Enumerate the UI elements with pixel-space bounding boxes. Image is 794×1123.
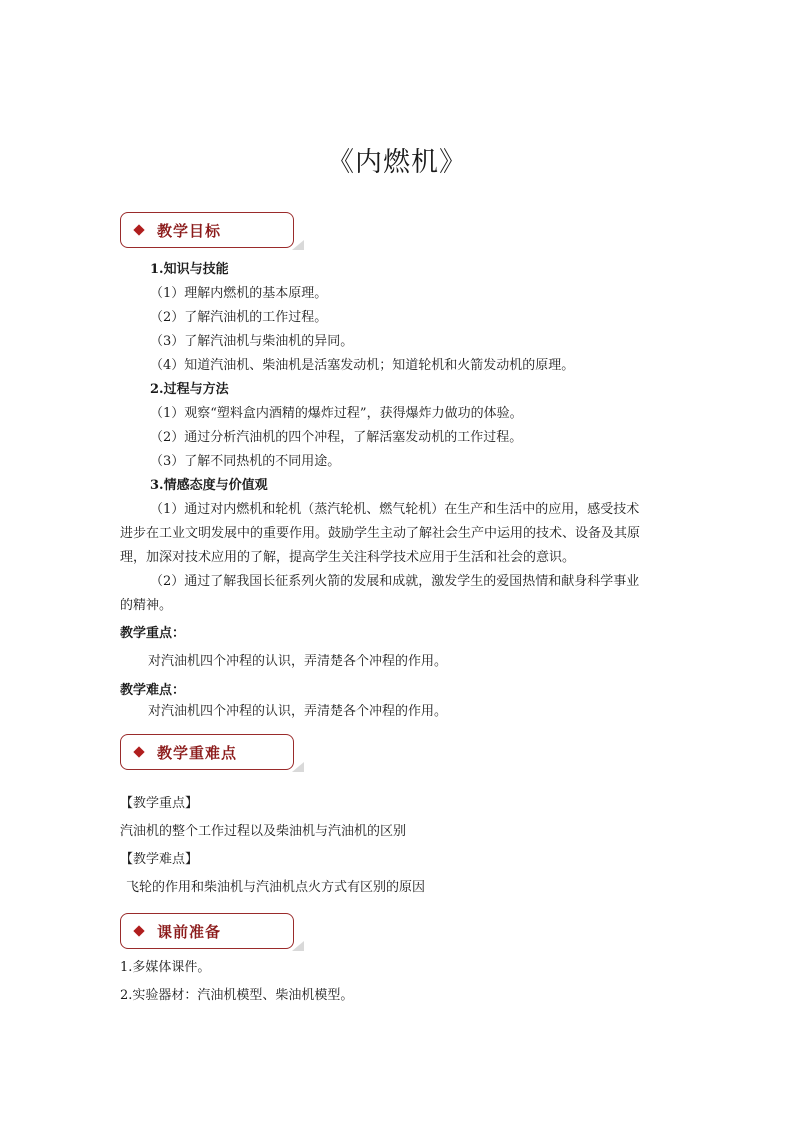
list-item: 2.实验器材：汽油机模型、柴油机模型。: [120, 988, 354, 1003]
difficulty-label: 教学难点：: [120, 683, 186, 698]
list-item: （3）了解不同热机的不同用途。: [150, 454, 341, 469]
list-item: （3）了解汽油机与柴油机的异同。: [150, 334, 354, 349]
key-label: 教学重点：: [120, 626, 186, 641]
list-item: （2）了解汽油机的工作过程。: [150, 310, 328, 325]
emotion-heading: 3.情感态度与价值观: [150, 478, 268, 493]
list-item: 1.多媒体课件。: [120, 960, 211, 975]
diamond-icon: [133, 925, 144, 936]
paragraph-line: 理，加深对技术应用的了解，提高学生关注科学技术应用于生活和社会的意识。: [120, 550, 576, 565]
section-title: 教学目标: [157, 221, 222, 240]
section-title: 课前准备: [157, 922, 222, 941]
section-title: 教学重难点: [157, 743, 238, 762]
section-header-key-points: [120, 734, 294, 770]
section-header-preparation: [120, 913, 294, 949]
knowledge-heading: 1.知识与技能: [150, 262, 229, 277]
page-title: 《内燃机》: [327, 147, 467, 178]
list-item: （1）理解内燃机的基本原理。: [150, 286, 328, 301]
paragraph-line: （2）通过了解我国长征系列火箭的发展和成就，激发学生的爱国热情和献身科学事业: [150, 574, 640, 589]
paragraph-line: 进步在工业文明发展中的重要作用。鼓励学生主动了解社会生产中运用的技术、设备及其原: [120, 526, 641, 541]
paragraph-line: （1）通过对内燃机和轮机（蒸汽轮机、燃气轮机）在生产和生活中的应用，感受技术: [150, 502, 640, 517]
difficulty-text: 对汽油机四个冲程的认识，弄清楚各个冲程的作用。: [148, 704, 448, 719]
section-header-objectives: [120, 212, 294, 248]
paragraph-line: 的精神。: [120, 598, 173, 613]
list-item: （4）知道汽油机、柴油机是活塞发动机；知道轮机和火箭发动机的原理。: [150, 358, 575, 373]
diamond-icon: [133, 224, 144, 235]
difficulty-label: 【教学难点】: [120, 852, 199, 867]
key-label: 【教学重点】: [120, 796, 199, 811]
key-text: 对汽油机四个冲程的认识，弄清楚各个冲程的作用。: [148, 654, 448, 669]
list-item: （2）通过分析汽油机的四个冲程，了解活塞发动机的工作过程。: [150, 430, 523, 445]
list-item: （1）观察“塑料盒内酒精的爆炸过程”，获得爆炸力做功的体验。: [150, 406, 523, 421]
difficulty-text: 飞轮的作用和柴油机与汽油机点火方式有区别的原因: [126, 880, 426, 895]
process-heading: 2.过程与方法: [150, 382, 229, 397]
diamond-icon: [133, 746, 144, 757]
key-text: 汽油机的整个工作过程以及柴油机与汽油机的区别: [120, 824, 407, 839]
